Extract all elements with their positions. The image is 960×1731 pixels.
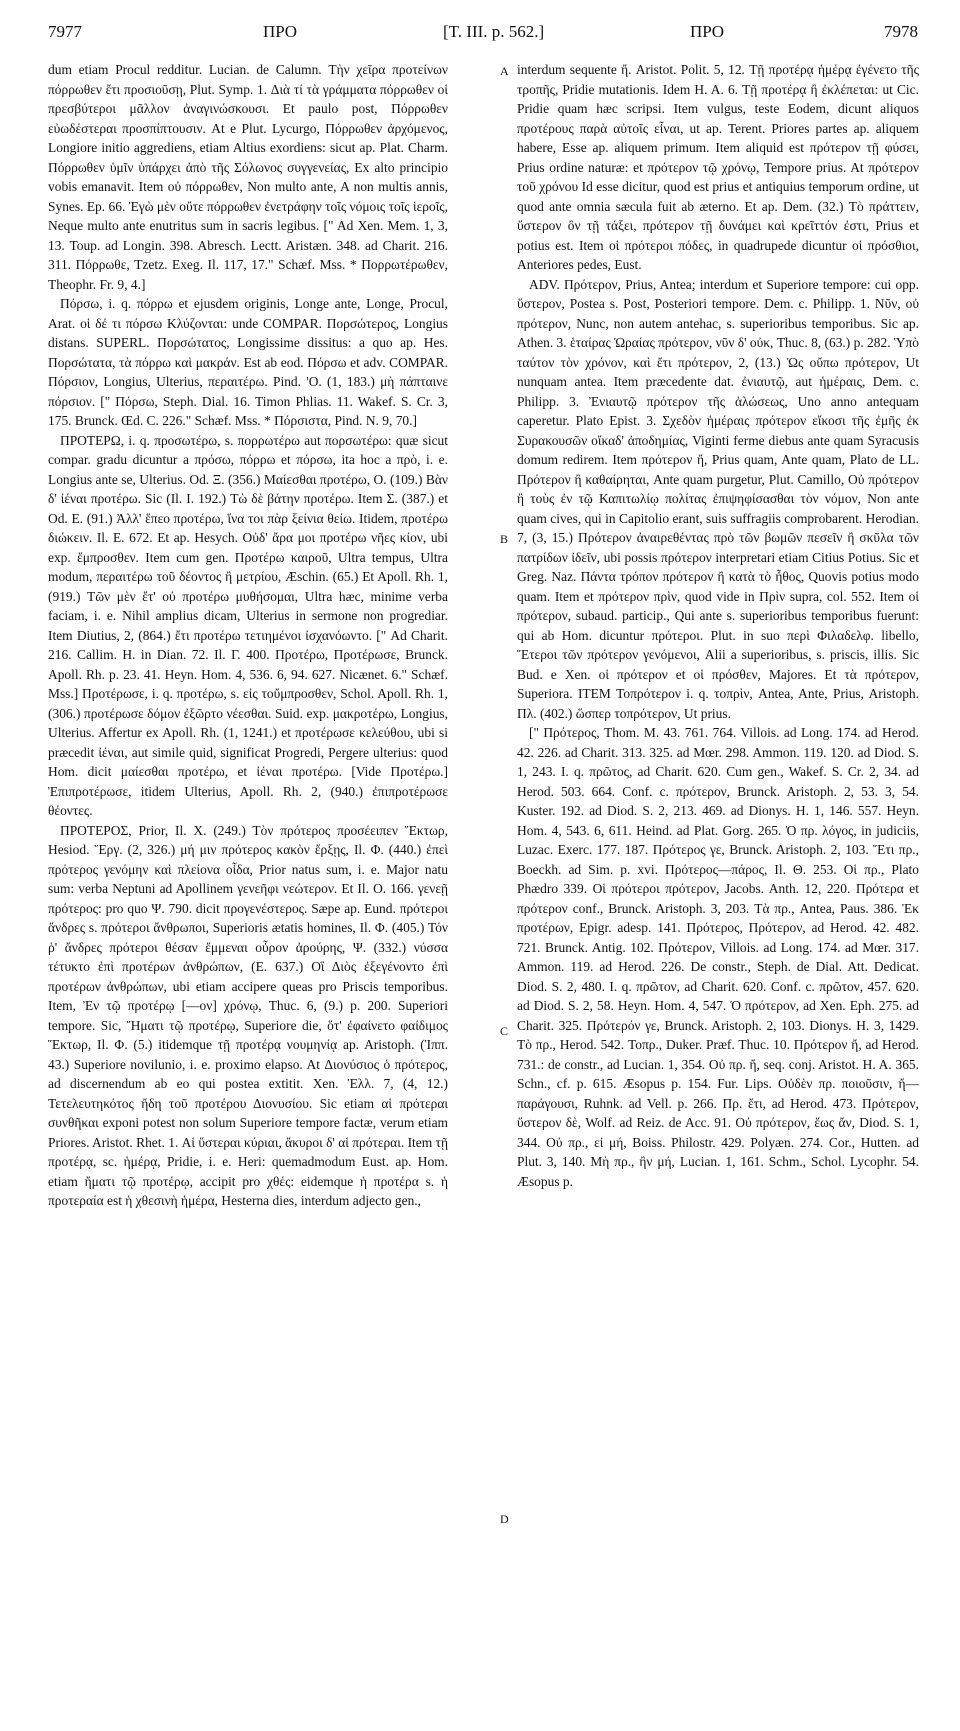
left-running-head: ΠΡΟ [263, 22, 298, 41]
paragraph: ΠΡΟΤΕΡΟΣ, Prior, Il. Χ. (249.) Τὸν πρότερος προσέειπεν Ἕκτωρ, Hesiod. Ἔργ. (2, 326.) μή μιν πρότερος κακὸν ἔρξῃς, Il. Φ. (440.) ἐπεὶ πρότερος γενόμην καὶ πλείονα οἶδα, Prior natus sum, i. e. Major natu sum: verba Neptuni ad Apollinem γενεῆφι νεώτερον. Et Il. Ο. 166. γενεῇ πρότερος: pro quo Ψ. 790. dicit προγενέστερος. Sæpe ap. Eund. πρότεροι ἄνδρες s. πρότεροι ἄνθρωποι, Superioris ætatis homines, Il. Φ. (405.) Τόν ῥ' ἄνδρες πρότεροι θέσαν ἔμμεναι οὖρον ἀρούρης, Ψ. (332.) νύσσα τέτυκτο ἐπὶ προτέρων ἀνθρώπων, (Ε. 637.) Οἳ Διὸς ἐξεγένοντο ἐπὶ προτέρων ἀνθρώπων, ubi etiam accipere queas pro Priscis temporibus. Item, Ἐν τῷ προτέρῳ [—ον] χρόνῳ, Thuc. 6, (9.) p. 200. Superiori tempore. Sic, Ἤματι τῷ προτέρῳ, Superiore die, ὅτ' ἐφαίνετο φαίδιμος Ἕκτωρ, Il. Φ. (5.) itidemque τῇ προτέρᾳ νουμηνίᾳ ap. Aristoph. (Ἱππ. 43.) Superiore novilunio, i. e. proximo elapso. At Διονύσιος ὁ πρότερος, ad discernendum ab eo qui postea extitit. Xen. Ἑλλ. 7, (4, 12.) Τετελευτηκότος ἤδη τοῦ προτέρου Διονυσίου. Sic etiam αἱ πρότεραι συνθῆκαι exponi potest non solum Superiore tempore factæ, verum etiam Priores. Aristot. Rhet. 1. Αἱ ὕστεραι κύριαι, ἄκυροι δ' αἱ πρότεραι. Item τῇ προτέρᾳ, sc. ἡμέρᾳ, Pridie, i. e. Heri: quemadmodum Eust. ap. Hom. etiam ἤματι τῷ προτέρῳ, accipit pro χθές: eidemque ἡ προτέρα s. ἡ προτεραία est ἡ χθεσινὴ ἡμέρα, Hesterna dies, interdum adjecto gen., [48, 822, 448, 1208]
paragraph: Πόρσω, i. q. πόρρω et ejusdem originis, Longe ante, Longe, Procul, Arat. οἱ δέ τι πόρσω Κλύζονται: unde COMPAR. Πορσώτερος, Longius distans. SUPERL. Πορσώτατος, Longissime dissitus: a quo ap. Hes. Πορσώτατα, τὰ πόρρω καὶ μακράν. Est ab eod. Πόρσω et adv. COMPAR. Πόρσιον, Longius, Ulterius, περαιτέρω. Pind. 'Ο. (1, 183.) μὴ πάπταινε πόρσιον. [" Πόρσω, Steph. Dial. 16. Timon Phlias. 11. Wakef. S. Cr. 3, 175. Brunck. Œd. C. 226." Schæf. Mss. * Πόρσιστα, Pind. N. 9, 70.] [48, 296, 448, 428]
volume-page-reference: [T. III. p. 562.] [443, 22, 545, 41]
margin-letter-a: A [500, 64, 509, 78]
margin-letter-d: D [500, 1512, 509, 1526]
paragraph: ΠΡΟΤΕΡΩ, i. q. προσωτέρω, s. πορρωτέρω aut πορσωτέρω: quæ sicut compar. gradu dicuntur a πρόσω, πόρρω et πόρσω, ita hoc a πρὸ, i. e. Longius ante se, Ulterius. Od. Ξ. (356.) Μαίεσθαι προτέρω, Ο. (109.) Βὰν δ' ἰέναι προτέρω. Sic (Il. I. 192.) Τὼ δὲ βάτην προτέρω. Item Σ. (387.) et Od. Ε. (91.) Ἀλλ' ἕπεο προτέρω, ἵνα τοι πὰρ ξείνια θείω. Itidem, προτέρω διώκειν. Il. Ε. 672. Et ap. Hesych. Οὐδ' ἄρα μοι προτέρω νῆες κίον, ubi exp. ἔμπροσθεν. Item cum gen. Προτέρω καιροῦ, Ultra tempus, Ultra modum, περαιτέρω τοῦ δέοντος ἢ μετρίου, Æschin. (65.) Et Apoll. Rh. 1, (919.) Τῶν μὲν ἔτ' οὐ προτέρω μυθήσομαι, Ultra hæc, minime verba faciam, i. e. Nihil amplius dicam, Ulterius in sermone non progrediar. Item Diutius, 2, (864.) ἔτι προτέρω τετιημένοι ἰσχανόωντο. [" Ad Charit. 216. Callim. H. in Dian. 72. Il. Γ. 400. Προτέρω, Προτέρωσε, Brunck. Apoll. Rh. p. 23. 41. Heyn. Hom. 4, 536. 6, 94. 627. Nicænet. 6." Schæf. Mss.] Προτέρωσε, i. q. προτέρω, s. εἰς τοὔμπροσθεν, Schol. Apoll. Rh. 1, (306.) προτέρωσε δόμον ἐξῶρτο νέεσθαι. Suid. exp. μακροτέρω, Longius, Ulterius. Affertur ex Apoll. Rh. (1, 1241.) et προτέρωσε κελεύθου, ubi si præcedit ἰέναι, aut simile quid, significat Progredi, Pergere ulterius: quod Hom. dicit μαίεσθαι προτέρω, et ἰέναι προτέρω. [Vide Προτέρω.] Ἐπιπροτέρωσε, itidem Ulterius, Apoll. Rh. 2, (940.) ἐπιπροτέρωσε θέοντες. [48, 432, 448, 818]
paragraph: ADV. Πρότερον, Prius, Antea; interdum et Superiore tempore: cui opp. ὕστερον, Postea s. Post, Posteriori tempore. Dem. c. Philipp. 1. Νῦν, οὐ πρότερον, Nunc, non autem antehac, s. superioribus temporibus. Sic ap. Athen. 3. ἑταίρας Ὡραίας πρότερον, νῦν δ' οὐκ, Thuc. 8, (63.) p. 282. Ὑπὸ ταύτον τὸν χρόνον, καὶ ἔτι πρότερον, 2, (13.) Ὡς οὔπω πρότερον, Ut nunquam antea. Item præcedente dat. ἐνιαυτῷ, aut ἡμέραις, Dem. c. Philipp. 3. Ἐνιαυτῷ πρότερον τῆς ἁλώσεως, Uno anno antequam caperetur. Plato Epist. 3. Σχεδὸν ἡμέραις πρότερον εἴκοσι τῆς ἐμῆς ἐκ Συρακουσῶν οἴκαδ' ἀποδημίας, Viginti ferme diebus ante quam Syracusis domum redirem. Item πρότερον ἤ, Prius quam, Ante quam, Plato de LL. Πρότερον ἢ καθαίρηται, Ante quam purgetur, Plut. Camillo, Οὐ πρότερον ἢ τοὺς ἐν τῷ Καπιτωλίῳ πολίτας ἐπιψηφίσασθαι τὸν νόμον, Non ante quam cives, qui in Capitolio erant, suis suffragiis comprobarent. Herodian. 7, (3, 15.) Πρότερον ἀναιρεθέντας πρὸ τῶν βωμῶν πεσεῖν ἢ σκῦλα τῶν πατρίδων ἰδεῖν, ubi possis πρότερον interpretari etiam Citius Potius. Sic et Greg. Naz. Πάντα τρόπον πρότερον ἢ κατὰ τὸ ἦθος, Quovis potius modo quam. Item et πρότερον πρὶν, quod vide in Πρὶν supra, col. 552. Item οἱ πρότερον, subaud. particip., Qui ante s. superioribus temporibus fuerunt: qui ab Hom. dicuntur πρότεροι. Plut. in suo περὶ Φιλαδελφ. libello, Ἕτεροι τῶν πρότερον γενόμενοι, Alii a superioribus, s. priscis, illis. Sic Bud. e Xen. οἱ πρότερον et οἱ πρόσθεν, Majores. Et τὰ πρότερον, Superiora. ITEM Τοπρότερον i. q. τοπρὶν, Antea, Ante, Prius, Aristoph. Πλ. (402.) ὥσπερ τοπρότερον, Ut prius. [517, 276, 919, 721]
right-column [517, 60, 919, 1191]
page-header [48, 22, 918, 52]
paragraph: [" Πρότερος, Thom. M. 43. 761. 764. Villois. ad Long. 174. ad Herod. 42. 226. ad Charit. 313. 325. ad Mœr. 298. Ammon. 119. 120. ad Diod. S. 1, 243. I. q. πρῶτος, ad Charit. 620. Cum gen., Wakef. S. Cr. 2, 34. ad Herod. 503. 664. Conf. c. πρότερον, Brunck. Aristoph. 2, 53. 3, 54. Kuster. 192. ad Diod. S. 2, 213. 469. ad Dionys. H. 1, 146. 557. Heyn. Hom. 4, 543. 6, 611. Heind. ad Plat. Gorg. 265. Ὁ πρ. λόγος, in judiciis, Luzac. Exerc. 177. 187. Πρότερος γε, Brunck. Aristoph. 2, 103. Ἔτι πρ., Boeckh. ad Sim. p. xvi. Πρότερος—πάρος, Il. Θ. 253. Οἱ πρ., Plato Phædro 339. Οἱ πρότεροι πρότερον, Jacobs. Anth. 12, 220. Πρότερα et πρότερον conf., Brunck. Aristoph. 3, 203. Τὰ πρ., Antea, Paus. 386. Ἐκ προτέρων, Epigr. adesp. 141. Πρότερος, Πρότερον, ad Herod. 42. 482. 721. Brunck. Antig. 102. Πρότερον, Villois. ad Long. 174. ad Mœr. 317. Ammon. 119. ad Herod. 226. De constr., Steph. de Dial. Att. Dedicat. Diod. S. 2, 480. I. q. πρῶτον, ad Charit. 620. Conf. c. πρῶτον, 457. 620. ad Diod. S. 2, 58. Heyn. Hom. 4, 547. Ὁ πρότερον, ad Xen. Eph. 275. ad Charit. 325. Πρότερόν γε, Brunck. Aristoph. 2, 103. Dionys. H. 3, 1429. Τὸ πρ., Herod. 542. Τοπρ., Duker. Præf. Thuc. 10. Πρότερον ἤ, ad Herod. 731.: de constr., ad Lucian. 1, 354. Οὐ πρ. ἤ, seq. conj. Aristot. H. A. 365. Schn., cf. p. 615. Æsopus p. 154. Fur. Lips. Οὐδὲν πρ. ποιοῦσιν, ἤ—παράγουσι, Ruhnk. ad Vell. p. 266. Πρ. ἔτι, ad Herod. 473. Πρότερον, ὕστερον δὲ, Wolf. ad Reiz. de Acc. 91. Οὐ πρότερον, ἕως ἄν, Diod. S. 1, 344. Οὐ πρ., εἰ μή, Boiss. Philostr. 429. Polyæn. 274. Cor., Hutten. ad Plut. 3, 140. Μὴ πρ., ἢν μή, Lucian. 1, 161. Schm., Schol. Lycophr. 54. Æsopus p. [517, 725, 919, 1189]
margin-letter-c: C [500, 1024, 509, 1038]
right-running-head: ΠΡΟ [690, 22, 725, 41]
right-page-number: 7978 [884, 22, 918, 41]
left-page-number: 7977 [48, 22, 82, 41]
paragraph: interdum sequente ἤ. Aristot. Polit. 5, 12. Τῇ προτέρᾳ ἡμέρᾳ ἐγένετο τῆς τροπῆς, Pridie mutationis. Idem H. A. 6. Τῇ προτέρᾳ ἢ ἐκλέπεται: ut Cic. Pridie quam hæc scripsi. Item vulgus, teste Eodem, dicunt aliquos προτέρους παρὰ αὐτοῖς εἶναι, ut ap. Terent. Priores partes ap. aliquem habere, Esse ap. aliquem primum. Item aliquid est πρότερον τῇ φύσει, Prius ordine naturæ: et πρότερον τῷ χρόνῳ, Tempore prius. At πρότερον τοῦ χρόνου Id esse dicitur, quod est prius et antiquius temporum ordine, ut quod ante omnia sæcula fuit ab æterno. Et ap. Dem. (32.) Τὸ πράττειν, ὕστερον ὂν τῇ τάξει, πρότερον τῇ δυνάμει καὶ κρεῖττόν ἐστι, Prius et potius est. Item οἱ πρότεροι πόδες, in quadrupede dicuntur οἱ πρόσθιοι, Anteriores pedes, Eust. [517, 62, 919, 272]
paragraph: dum etiam Procul redditur. Lucian. de Calumn. Τὴν χεῖρα προτείνων πόρρωθεν ἔτι προσιοῦσῃ, Plut. Symp. 1. Διὰ τί τὰ γράμματα πόρρωθεν οἱ πρεσβύτεροι μᾶλλον ἀναγινώσκουσι. Et paulo post, Πόρρωθεν εὐωδέστεραι προσπίπτουσιν. At e Plut. Lycurgo, Πόρρωθεν ἀρχόμενος, Longiore initio aggrediens, etiam Altius exordiens: sicut ap. Plat. Charm. Πόρρωθεν ὑμῖν ὑπάρχει ἀπὸ τῆς Σόλωνος συγγενείας, Ex alto principio vobis emanavit. Item οὐ πόρρωθεν, Non multo ante, A non multis annis, Synes. Ep. 66. Ἐγὼ μὲν οὔτε πόρρωθεν ἐνετράφην τοῖς νόμοις τοῖς ἱεροῖς, Neque multo ante enutritus sum in sacris legibus. [" Ad Xen. Mem. 1, 3, 13. Toup. ad Longin. 398. Abresch. Lectt. Aristæn. 348. ad Charit. 216. 311. Πόρρωθε, Tzetz. Exeg. Il. 117, 17." Schæf. Mss. * Πορρωτέρωθεν, Theophr. Fr. 9, 4.] [48, 62, 448, 292]
left-column [48, 60, 448, 1211]
margin-letter-b: B [500, 532, 509, 546]
